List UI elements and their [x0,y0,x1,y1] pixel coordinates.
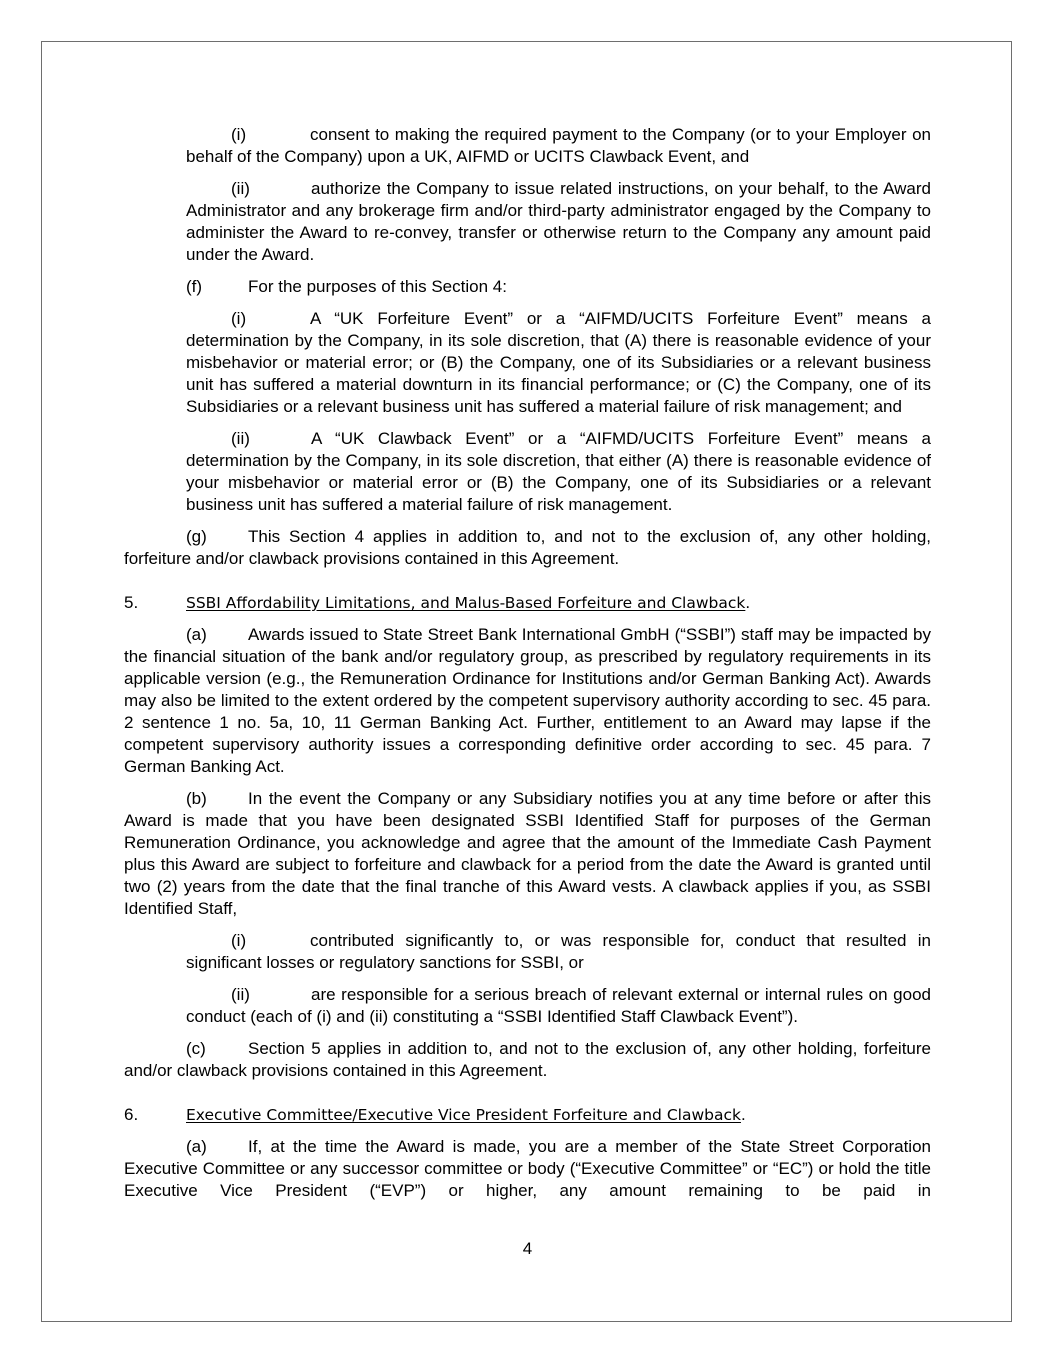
section-title: SSBI Affordability Limitations, and Malus-Based Forfeiture and Clawback [186,594,746,612]
document-body [124,124,931,1212]
clause-e-i [186,124,931,168]
clause-number: (ii) [231,985,250,1004]
clause-text: This Section 4 applies in addition to, and not to the exclusion of, any other holding, forfeiture and/or clawback provisions contained in this Agreement. [124,527,931,568]
clause-f-i [186,308,931,418]
clause-number: (b) [186,789,207,808]
clause-5b [124,788,931,920]
clause-number: (ii) [231,179,250,198]
clause-f-ii [186,428,931,516]
clause-text: A “UK Clawback Event” or a “AIFMD/UCITS Forfeiture Event” means a determination by the Company, in its sole discretion, that either (A) there is reasonable evidence of your misbehavior or material error or (B) the Company, one of its Subsidiaries or a relevant business unit has suffered a material failure of risk management. [186,429,931,514]
section-5-heading [124,592,931,614]
clause-text: authorize the Company to issue related instructions, on your behalf, to the Award Administrator and any brokerage firm and/or third-party administrator engaged by the Company to administer the Award to re-convey, transfer or otherwise return to the Company any amount paid under the Award. [186,179,931,264]
clause-5b-i [186,930,931,974]
clause-g [124,526,931,570]
clause-6a [124,1136,931,1202]
clause-number: (f) [186,277,203,296]
clause-number: (ii) [231,429,250,448]
clause-text: A “UK Forfeiture Event” or a “AIFMD/UCITS Forfeiture Event” means a determination by the Company, in its sole discretion, that (A) there is reasonable evidence of your misbehavior or material error; or (B) the Company, one of its Subsidiaries or a relevant business unit has suffered a material downturn in its financial performance; or (C) the Company, one of its Subsidiaries or a relevant business unit has suffered a material failure of risk management; and [186,309,931,416]
section-number: 5. [124,593,139,612]
clause-number: (c) [186,1039,206,1058]
clause-number: (i) [231,125,247,144]
clause-5b-ii [186,984,931,1028]
clause-f [186,276,931,298]
clause-5a [124,624,931,778]
clause-number: (a) [186,1137,207,1156]
section-title-period: . [745,593,751,612]
clause-text: For the purposes of this Section 4: [248,277,507,296]
clause-number: (g) [186,527,207,546]
clause-number: (i) [231,309,247,328]
clause-text: consent to making the required payment to the Company (or to your Employer on behalf of the Company) upon a UK, AIFMD or UCITS Clawback Event, and [186,125,931,166]
clause-text: are responsible for a serious breach of relevant external or internal rules on good conduct (each of (i) and (ii) constituting a “SSBI Identified Staff Clawback Event”). [186,985,931,1026]
section-title: Executive Committee/Executive Vice President Forfeiture and Clawback [186,1106,741,1124]
page-number: 4 [522,1239,533,1258]
clause-e-ii [186,178,931,266]
clause-number: (a) [186,625,207,644]
clause-5c [124,1038,931,1082]
clause-text: In the event the Company or any Subsidiary notifies you at any time before or after this Award is made that you have been designated SSBI Identified Staff for purposes of the German Remuneration Ordinance, you acknowledge and agree that the amount of the Immediate Cash Payment plus this Award are subject to forfeiture and clawback for a period from the date the Award is granted until two (2) years from the date that the final tranche of this Award vests. A clawback applies if you, as SSBI Identified Staff, [124,789,931,918]
section-6-heading [124,1104,931,1126]
clause-text: Awards issued to State Street Bank International GmbH (“SSBI”) staff may be impacted by the financial situation of the bank and/or regulatory group, as prescribed by regulatory requirements in its applicable version (e.g., the Remuneration Ordinance for Institutions and/or German Banking Act). Awards may also be limited to the extent ordered by the competent supervisory authority according to sec. 45 para. 2 sentence 1 no. 5a, 10, 11 German Banking Act. Further, entitlement to an Award may lapse if the competent supervisory authority issues a corresponding definitive order according to sec. 45 para. 7 German Banking Act. [124,625,931,776]
section-title-period: . [740,1105,746,1124]
section-number: 6. [124,1105,139,1124]
clause-text: Section 5 applies in addition to, and not to the exclusion of, any other holding, forfeiture and/or clawback provisions contained in this Agreement. [124,1039,931,1080]
clause-text: If, at the time the Award is made, you are a member of the State Street Corporation Executive Committee or any successor committee or body (“Executive Committee” or “EC”) or hold the title Executive Vice President (“EVP”) or higher, any amount remaining to be paid in [124,1137,931,1200]
clause-number: (i) [231,931,247,950]
clause-text: contributed significantly to, or was responsible for, conduct that resulted in significant losses or regulatory sanctions for SSBI, or [186,931,931,972]
